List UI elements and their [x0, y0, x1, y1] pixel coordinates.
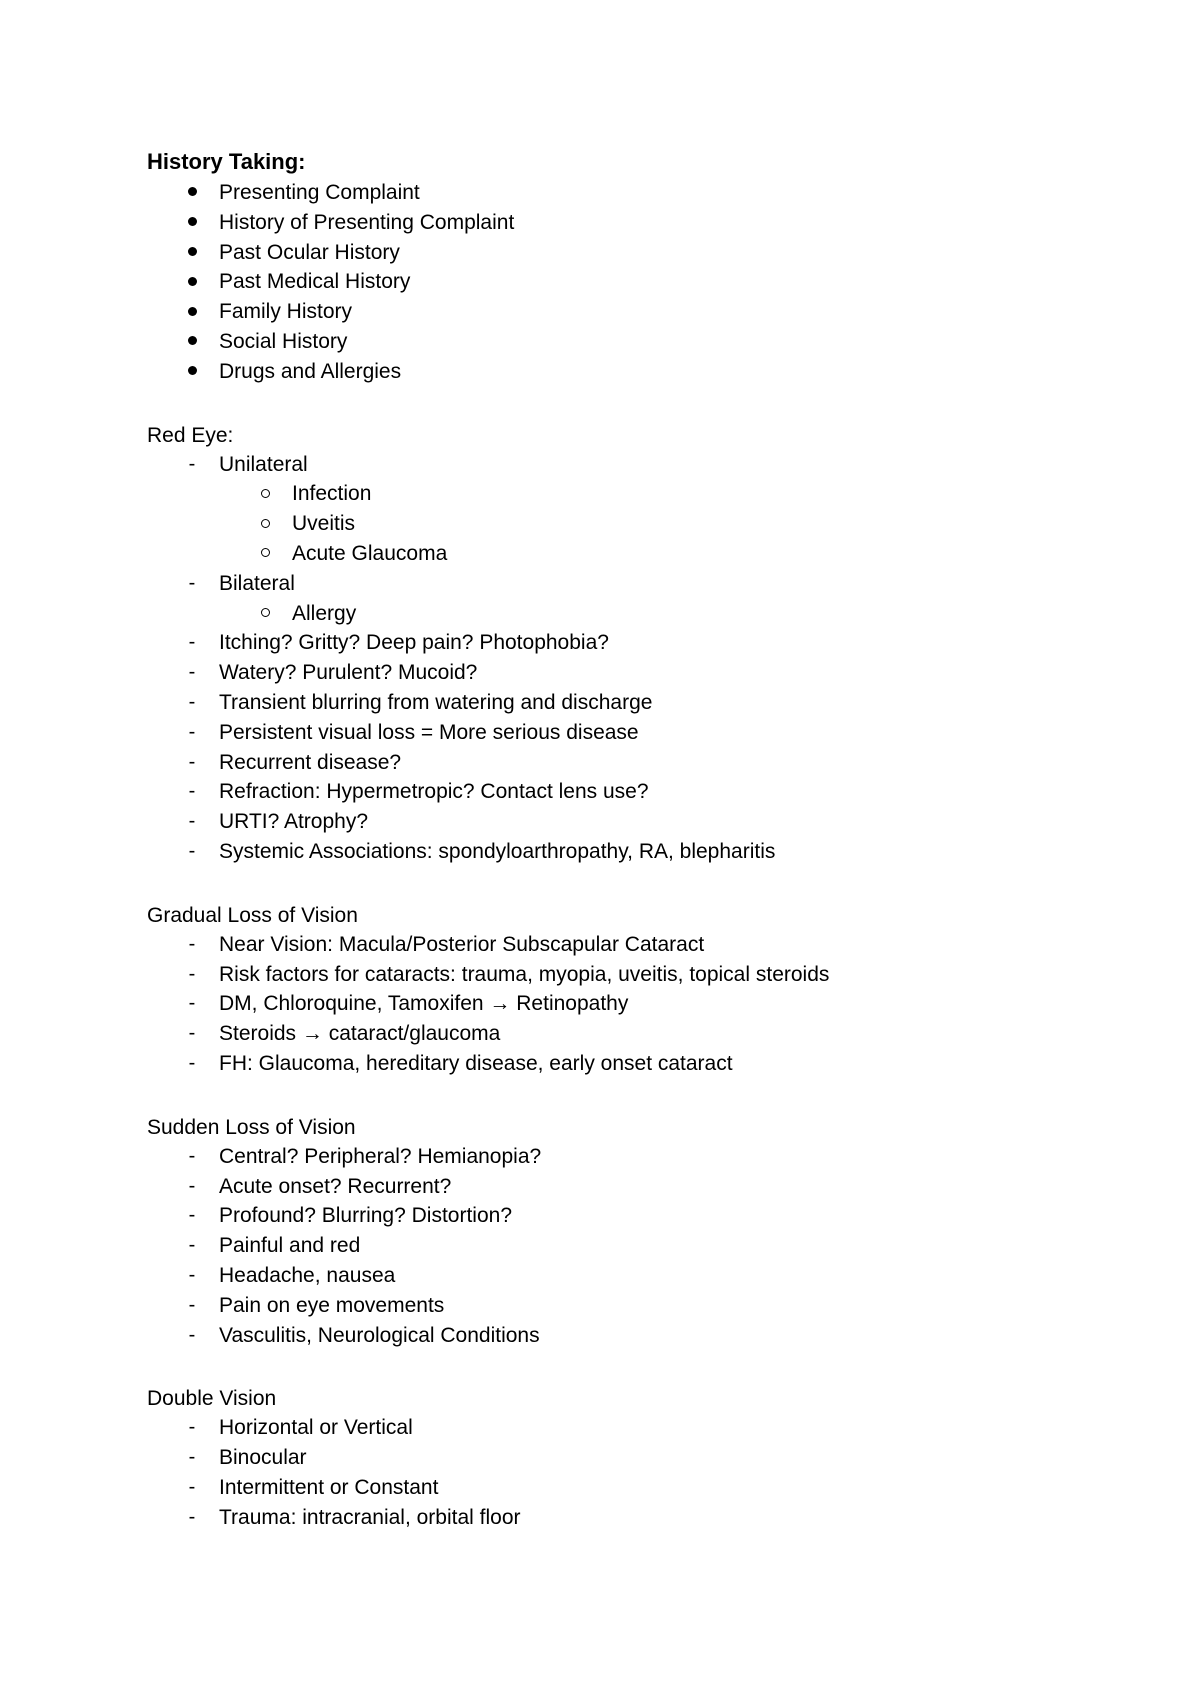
list-item: - Persistent visual loss = More serious disease	[147, 718, 1107, 748]
list-item: Past Medical History	[147, 267, 1107, 297]
bullet-icon	[188, 307, 197, 316]
list-item: - Trauma: intracranial, orbital floor	[147, 1503, 1107, 1533]
list-item: Social History	[147, 327, 1107, 357]
circle-bullet-icon	[261, 519, 270, 528]
dash-icon: -	[188, 932, 196, 955]
arrow-right-icon: →	[301, 1022, 323, 1046]
dash-icon: -	[188, 1263, 196, 1286]
dash-icon: -	[188, 962, 196, 985]
sub-list-item: Acute Glaucoma	[147, 539, 1107, 569]
section-history-taking	[147, 146, 1107, 387]
bullet-icon	[188, 336, 197, 345]
dash-icon: -	[188, 1446, 196, 1469]
list-item: - Pain on eye movements	[147, 1291, 1107, 1321]
list-item: - Steroids → cataract/glaucoma	[147, 1019, 1107, 1049]
dash-icon: -	[188, 1293, 196, 1316]
list-item: - DM, Chloroquine, Tamoxifen → Retinopathy	[147, 989, 1107, 1019]
list-item: - Bilateral	[147, 569, 1107, 599]
list-item: - Binocular	[147, 1443, 1107, 1473]
list-item: - Recurrent disease?	[147, 748, 1107, 778]
list-item: - Watery? Purulent? Mucoid?	[147, 658, 1107, 688]
dash-icon: -	[188, 452, 196, 475]
list-item: - Headache, nausea	[147, 1261, 1107, 1291]
list-item: - URTI? Atrophy?	[147, 807, 1107, 837]
bullet-icon	[188, 366, 197, 375]
dash-icon: -	[188, 1204, 196, 1227]
document-page	[147, 146, 1107, 1532]
list-item: - Acute onset? Recurrent?	[147, 1172, 1107, 1202]
heading-double-vision: Double Vision	[147, 1387, 277, 1411]
bullet-icon	[188, 277, 197, 286]
bullet-icon	[188, 217, 197, 226]
list-item: History of Presenting Complaint	[147, 208, 1107, 238]
list-item: - Painful and red	[147, 1231, 1107, 1261]
dash-icon: -	[188, 1144, 196, 1167]
section-red-eye	[147, 421, 1107, 867]
dash-icon: -	[188, 750, 196, 773]
list-item: - Refraction: Hypermetropic? Contact lens use?	[147, 777, 1107, 807]
list-item: - Near Vision: Macula/Posterior Subscapular Cataract	[147, 930, 1107, 960]
dash-icon: -	[188, 839, 196, 862]
list-item: - Profound? Blurring? Distortion?	[147, 1201, 1107, 1231]
dash-icon: -	[188, 1475, 196, 1498]
list-item: Drugs and Allergies	[147, 357, 1107, 387]
dash-icon: -	[188, 1174, 196, 1197]
arrow-right-icon: →	[489, 992, 511, 1016]
bullet-icon	[188, 247, 197, 256]
list-item: Presenting Complaint	[147, 178, 1107, 208]
dash-icon: -	[188, 690, 196, 713]
dash-icon: -	[188, 1505, 196, 1528]
circle-bullet-icon	[261, 548, 270, 557]
dash-icon: -	[188, 780, 196, 803]
bullet-icon	[188, 187, 197, 196]
dash-icon: -	[188, 571, 196, 594]
dash-icon: -	[188, 810, 196, 833]
dash-icon: -	[188, 661, 196, 684]
list-item: - Itching? Gritty? Deep pain? Photophobia?	[147, 628, 1107, 658]
circle-bullet-icon	[261, 489, 270, 498]
list-item: - Intermittent or Constant	[147, 1473, 1107, 1503]
section-double-vision	[147, 1384, 1107, 1532]
dash-icon: -	[188, 1022, 196, 1045]
sub-list-item: Allergy	[147, 599, 1107, 629]
list-item: - FH: Glaucoma, hereditary disease, early onset cataract	[147, 1049, 1107, 1079]
list-item: Past Ocular History	[147, 238, 1107, 268]
sub-list-item: Uveitis	[147, 509, 1107, 539]
list-item: - Transient blurring from watering and discharge	[147, 688, 1107, 718]
list-item: - Vasculitis, Neurological Conditions	[147, 1321, 1107, 1351]
dash-icon: -	[188, 1416, 196, 1439]
dash-icon: -	[188, 1323, 196, 1346]
list-item: - Central? Peripheral? Hemianopia?	[147, 1142, 1107, 1172]
heading-red-eye: Red Eye:	[147, 423, 234, 447]
sub-list-item: Infection	[147, 479, 1107, 509]
list-item: - Horizontal or Vertical	[147, 1413, 1107, 1443]
heading-history-taking: History Taking:	[147, 149, 306, 174]
list-item: Family History	[147, 297, 1107, 327]
dash-icon: -	[188, 1234, 196, 1257]
list-item: - Systemic Associations: spondyloarthropathy, RA, blepharitis	[147, 837, 1107, 867]
list-item: - Risk factors for cataracts: trauma, myopia, uveitis, topical steroids	[147, 960, 1107, 990]
dash-icon: -	[188, 992, 196, 1015]
dash-icon: -	[188, 631, 196, 654]
circle-bullet-icon	[261, 608, 270, 617]
dash-icon: -	[188, 720, 196, 743]
section-sudden-loss	[147, 1113, 1107, 1351]
list-item: - Unilateral	[147, 450, 1107, 480]
heading-sudden-loss: Sudden Loss of Vision	[147, 1115, 356, 1139]
section-gradual-loss	[147, 901, 1107, 1079]
heading-gradual-loss: Gradual Loss of Vision	[147, 903, 358, 927]
dash-icon: -	[188, 1051, 196, 1074]
